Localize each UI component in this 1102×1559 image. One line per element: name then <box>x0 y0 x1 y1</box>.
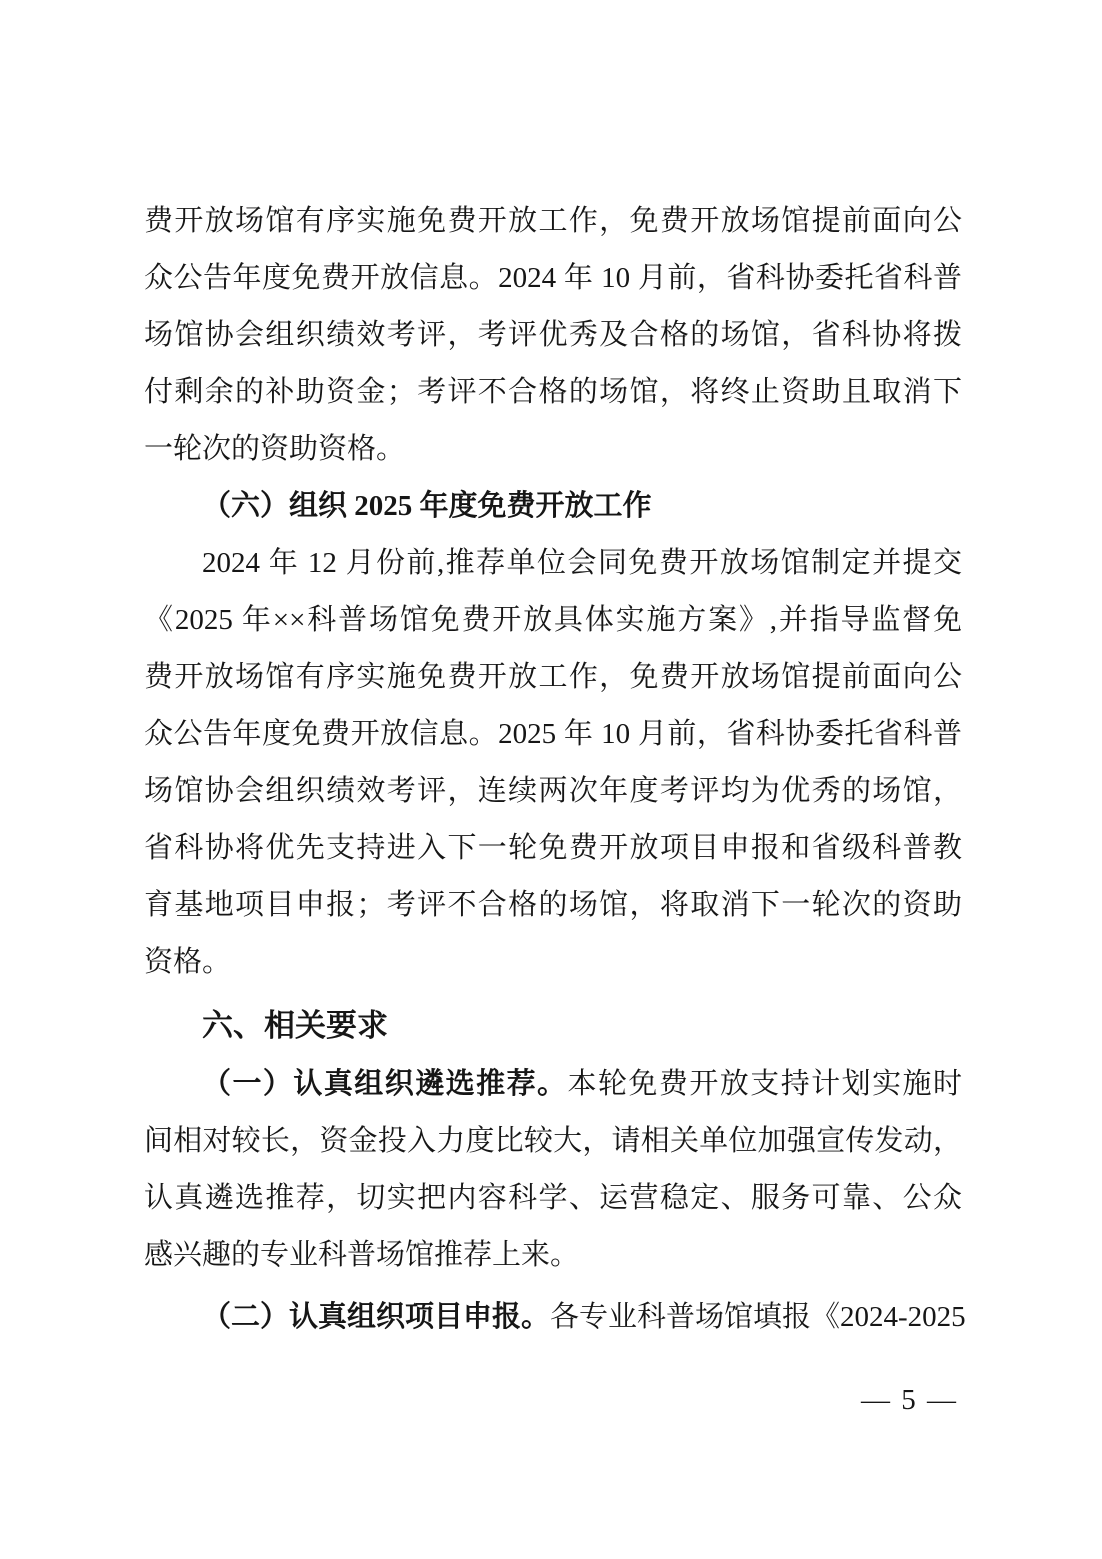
paragraph1-line: 众公告年度免费开放信息。2024 年 10 月前，省科协委托省科普 <box>144 262 962 294</box>
paragraph2-line: 省科协将优先支持进入下一轮免费开放项目申报和省级科普教 <box>144 832 962 864</box>
paragraph2-line: 资格。 <box>144 946 232 978</box>
paragraph2-line: 场馆协会组织绩效考评，连续两次年度考评均为优秀的场馆， <box>144 775 962 807</box>
paragraph3-line: 认真遴选推荐，切实把内容科学、运营稳定、服务可靠、公众 <box>144 1182 962 1214</box>
paragraph3-lead-bold: （一）认真组织遴选推荐。 <box>202 1068 568 1100</box>
paragraph3-lead-rest: 本轮免费开放支持计划实施时 <box>567 1068 962 1100</box>
paragraph2-line: 《2025 年××科普场馆免费开放具体实施方案》,并指导监督免 <box>144 604 962 636</box>
paragraph2-line: 众公告年度免费开放信息。2025 年 10 月前，省科协委托省科普 <box>144 718 962 750</box>
paragraph1-line: 付剩余的补助资金；考评不合格的场馆，将终止资助且取消下 <box>144 376 962 408</box>
paragraph1-line: 一轮次的资助资格。 <box>144 433 406 465</box>
paragraph3-line: 感兴趣的专业科普场馆推荐上来。 <box>144 1239 580 1271</box>
paragraph1-line: 费开放场馆有序实施免费开放工作，免费开放场馆提前面向公 <box>144 205 962 237</box>
document-body <box>144 193 966 1346</box>
section-heading-requirements: 六、相关要求 <box>202 1008 388 1043</box>
paragraph2-line: 2024 年 12 月份前,推荐单位会同免费开放场馆制定并提交 <box>202 547 962 579</box>
paragraph4-line <box>144 1289 966 1346</box>
paragraph3-line: 间相对较长，资金投入力度比较大，请相关单位加强宣传发动， <box>144 1125 962 1157</box>
paragraph4-lead-rest: 各专业科普场馆填报《2024-2025 <box>550 1301 966 1333</box>
paragraph4-lead-bold: （二）认真组织项目申报。 <box>202 1301 551 1333</box>
paragraph2-line: 育基地项目申报；考评不合格的场馆，将取消下一轮次的资助 <box>144 889 962 921</box>
sub-heading-organize-2025: （六）组织 2025 年度免费开放工作 <box>202 490 652 522</box>
page-number: — 5 — <box>861 1384 958 1416</box>
paragraph2-line: 费开放场馆有序实施免费开放工作，免费开放场馆提前面向公 <box>144 661 962 693</box>
paragraph1-line: 场馆协会组织绩效考评，考评优秀及合格的场馆，省科协将拨 <box>144 319 962 351</box>
paragraph3-line <box>144 1056 962 1113</box>
